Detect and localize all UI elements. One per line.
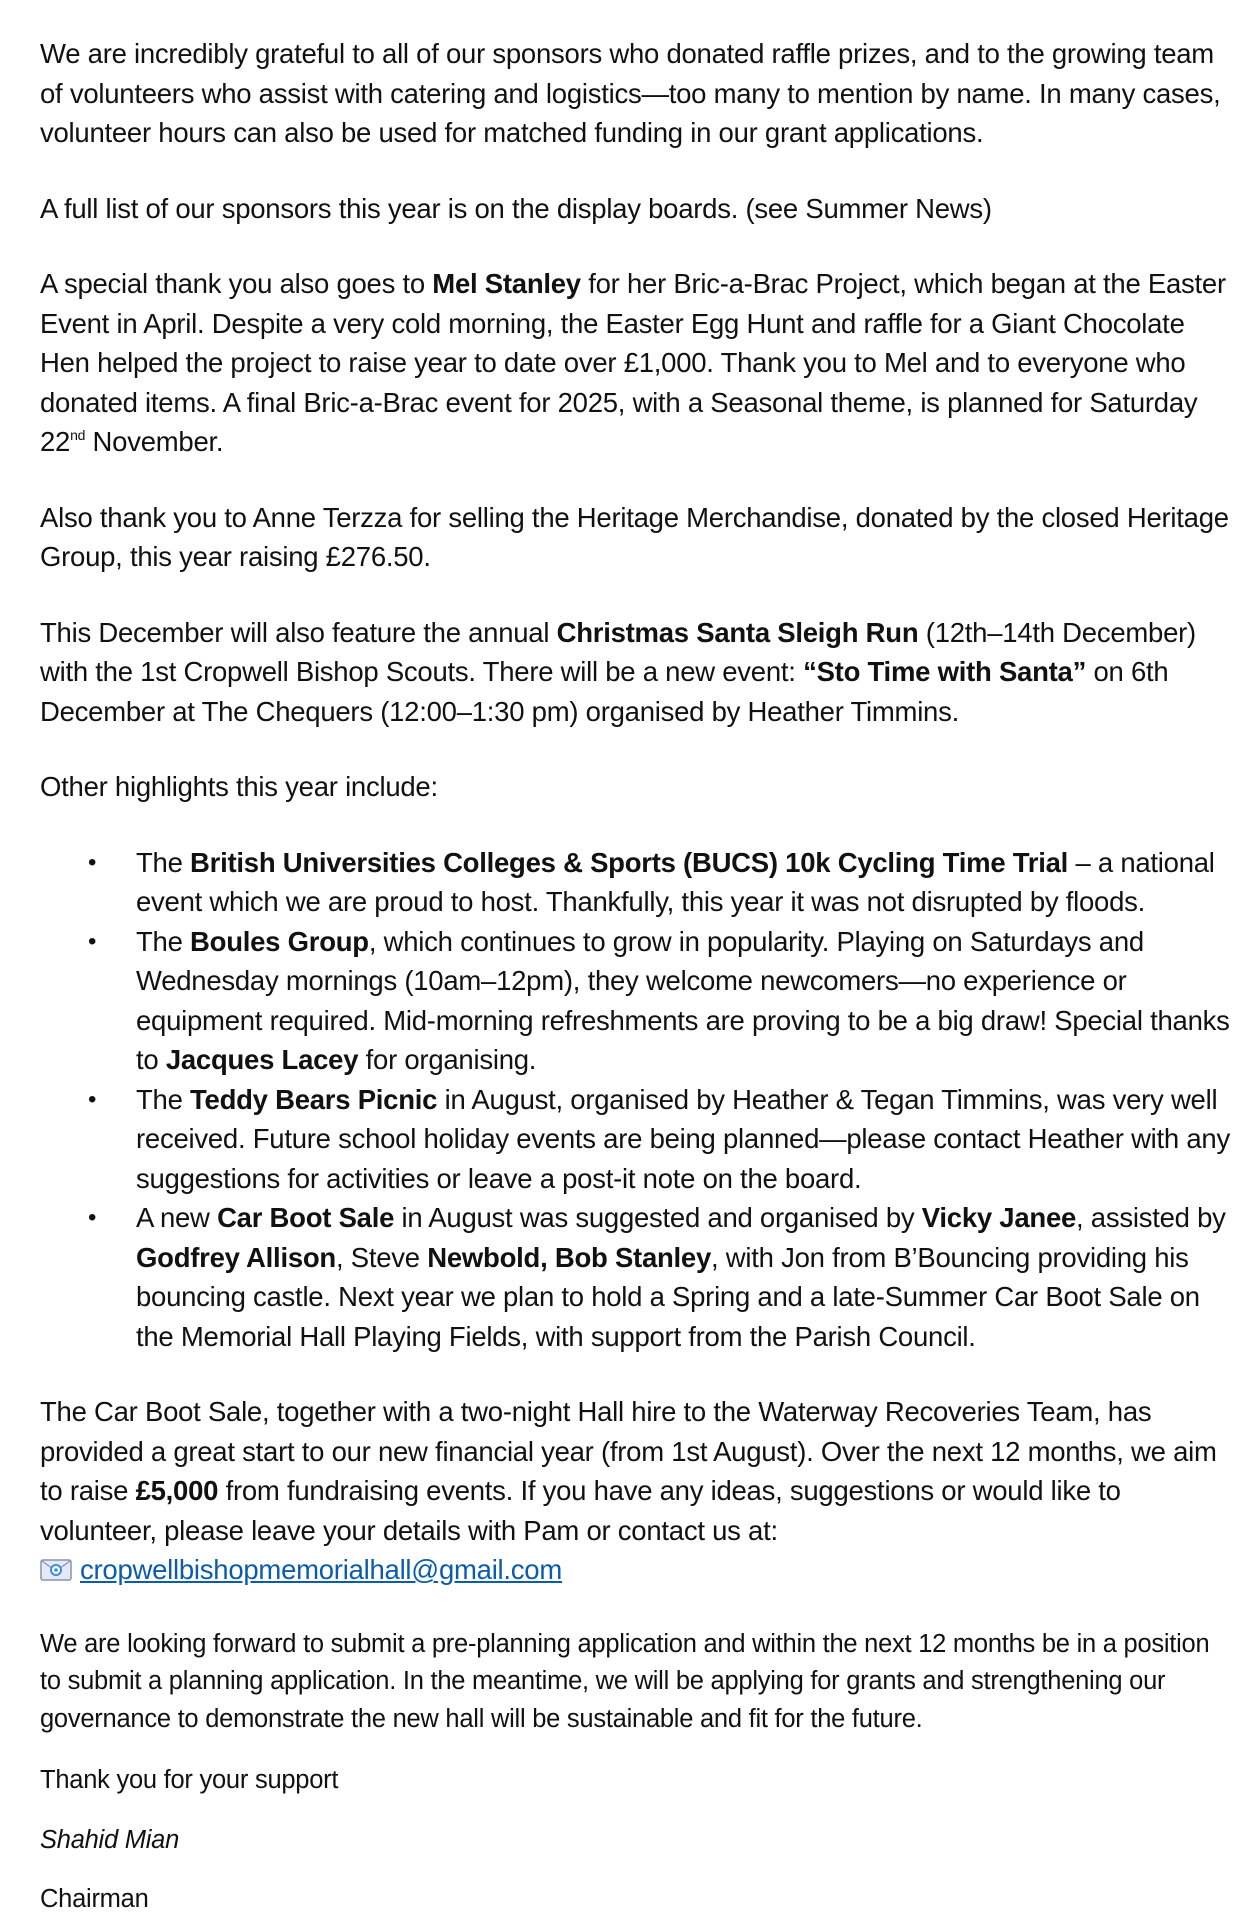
email-link[interactable]: cropwellbishopmemorialhall@gmail.com: [80, 1554, 563, 1585]
sponsors-list-paragraph: A full list of our sponsors this year is on the display boards. (see Summer News): [40, 192, 992, 224]
email-line: [40, 1550, 1230, 1590]
planning-paragraph: We are looking forward to submit a pre-planning application and within the next 12 months be in a position to submit a planning application. In the meantime, we will be applying for grants and strengthening our governance to demonstrate the new hall will be sustainable and fit for the future.: [40, 1629, 1210, 1733]
highlights-intro: Other highlights this year include:: [40, 771, 438, 802]
signature-name: Shahid Mian: [40, 1825, 180, 1854]
sponsors-paragraph: We are incredibly grateful to all of our sponsors who donated raffle prizes, and to the growing team of volunteers who assist with catering and logistics—too many to mention by name. In many cases, volunteer hours can also be used for matched funding in our grant applications.: [40, 38, 1221, 148]
bullet-icon: •: [88, 848, 97, 876]
bullet-icon: •: [88, 1204, 97, 1231]
heritage-paragraph: Also thank you to Anne Terzza for selling the Heritage Merchandise, donated by the closed Heritage Group, this year raising £276.50.: [40, 501, 1229, 572]
email-icon: [40, 1558, 72, 1582]
december-events-paragraph: This December will also feature the annual Christmas Santa Sleigh Run (12th–14th December) with the 1st Cropwell Bishop Scouts. There will be a new event: “Sto Time with Santa” on 6th December at The Chequers (12:00–1:30 pm) organised by Heather Timmins.: [40, 616, 1196, 727]
highlights-list: [40, 843, 1230, 1357]
list-item: • A new Car Boot Sale in August was suggested and organised by Vicky Janee, assisted by Godfrey Allison, Steve Newbold, Bob Stanley, with Jon from B’Bouncing providing his bouncing castle. Next year we plan to hold a Spring and a late-Summer Car Boot Sale on the Memorial Hall Playing Fields, with support from the Parish Council.: [40, 1198, 1230, 1356]
signature-role: Chairman: [40, 1885, 149, 1913]
fundraising-paragraph: The Car Boot Sale, together with a two-night Hall hire to the Waterway Recoveries Team, has provided a great start to our new financial year (from 1st August). Over the next 12 months, we aim to raise £5,000 from fundraising events. If you have any ideas, suggestions or would like to volunteer, please leave your details with Pam or contact us at: cropwellbishopmemorialhall@gmail.com: [40, 1392, 1230, 1590]
bullet-icon: •: [88, 1085, 97, 1113]
list-item: • The Teddy Bears Picnic in August, organised by Heather & Tegan Timmins, was very well received. Future school holiday events are being planned—please contact Heather with any suggestions for activities or leave a post-it note on the board.: [40, 1080, 1230, 1199]
list-item: • The Boules Group, which continues to grow in popularity. Playing on Saturdays and Wednesday mornings (10am–12pm), they welcome newcomers—no experience or equipment required. Mid-morning refreshments are proving to be a big draw! Special thanks to Jacques Lacey for organising.: [40, 922, 1230, 1080]
list-item: • The British Universities Colleges & Sports (BUCS) 10k Cycling Time Trial – a national event which we are proud to host. Thankfully, this year it was not disrupted by floods.: [40, 843, 1230, 922]
bric-a-brac-paragraph: A special thank you also goes to Mel Stanley for her Bric-a-Brac Project, which began at the Easter Event in April. Despite a very cold morning, the Easter Egg Hunt and raffle for a Giant Chocolate Hen helped the project to raise year to date over £1,000. Thank you to Mel and to everyone who donated items. A final Bric-a-Brac event for 2025, with a Seasonal theme, is planned for Saturday 22nd November.: [40, 268, 1226, 457]
thanks-line: Thank you for your support: [40, 1766, 339, 1794]
bullet-icon: •: [88, 927, 97, 955]
